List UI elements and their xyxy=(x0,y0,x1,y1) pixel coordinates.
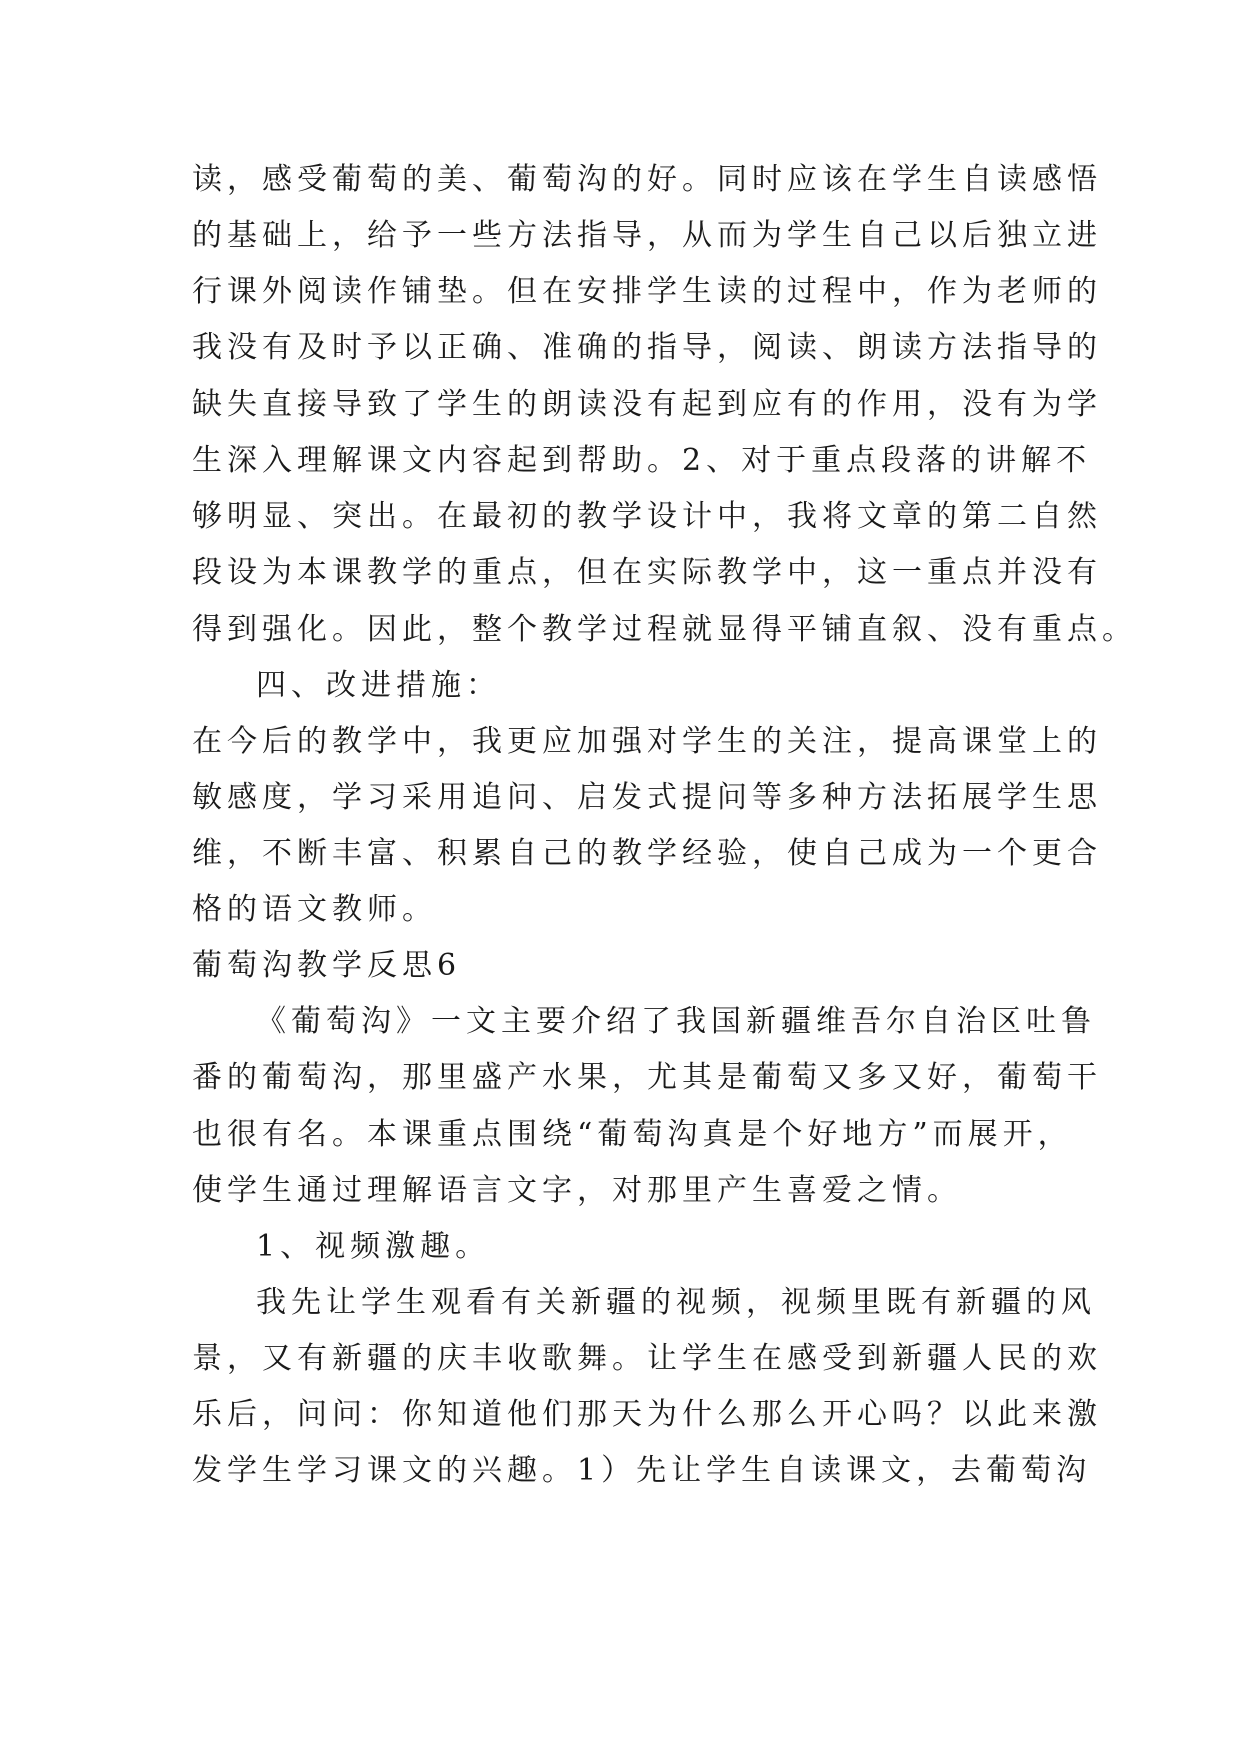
section-heading: 1、视频激趣。 xyxy=(256,1229,491,1264)
text-line: 番的葡萄沟，那里盛产水果，尤其是葡萄又多又好，葡萄干 xyxy=(192,1060,1102,1095)
text-line: 在今后的教学中，我更应加强对学生的关注，提高课堂上的 xyxy=(192,724,1102,759)
text-line: 乐后，问问：你知道他们那天为什么那么开心吗？以此来激 xyxy=(192,1397,1102,1432)
text-line: 生深入理解课文内容起到帮助。2、对于重点段落的讲解不 xyxy=(192,443,1092,478)
text-line: 景，又有新疆的庆丰收歌舞。让学生在感受到新疆人民的欢 xyxy=(192,1341,1102,1376)
section-heading: 四、改进措施： xyxy=(256,668,501,703)
text-line: 维，不断丰富、积累自己的教学经验，使自己成为一个更合 xyxy=(192,836,1102,871)
text-line: 够明显、突出。在最初的教学设计中，我将文章的第二自然 xyxy=(192,499,1102,534)
text-line: 格的语文教师。 xyxy=(192,892,437,927)
text-line: 的基础上，给予一些方法指导，从而为学生自己以后独立进 xyxy=(192,218,1102,253)
document-title: 葡萄沟教学反思6 xyxy=(192,948,462,983)
text-line: 段设为本课教学的重点，但在实际教学中，这一重点并没有 xyxy=(192,555,1102,590)
text-line: 行课外阅读作铺垫。但在安排学生读的过程中，作为老师的 xyxy=(192,274,1102,309)
text-line: 《葡萄沟》一文主要介绍了我国新疆维吾尔自治区吐鲁 xyxy=(256,1004,1096,1039)
text-line: 缺失直接导致了学生的朗读没有起到应有的作用，没有为学 xyxy=(192,387,1102,422)
text-line: 得到强化。因此，整个教学过程就显得平铺直叙、没有重点。 xyxy=(192,612,1137,647)
text-line: 使学生通过理解语言文字，对那里产生喜爱之情。 xyxy=(192,1173,962,1208)
text-line: 发学生学习课文的兴趣。1）先让学生自读课文，去葡萄沟 xyxy=(192,1453,1092,1488)
text-line: 我没有及时予以正确、准确的指导，阅读、朗读方法指导的 xyxy=(192,330,1102,365)
text-line: 读，感受葡萄的美、葡萄沟的好。同时应该在学生自读感悟 xyxy=(192,162,1102,197)
text-line: 也很有名。本课重点围绕“葡萄沟真是个好地方”而展开， xyxy=(192,1117,1073,1152)
text-line: 我先让学生观看有关新疆的视频，视频里既有新疆的风 xyxy=(256,1285,1096,1320)
text-line: 敏感度，学习采用追问、启发式提问等多种方法拓展学生思 xyxy=(192,780,1102,815)
